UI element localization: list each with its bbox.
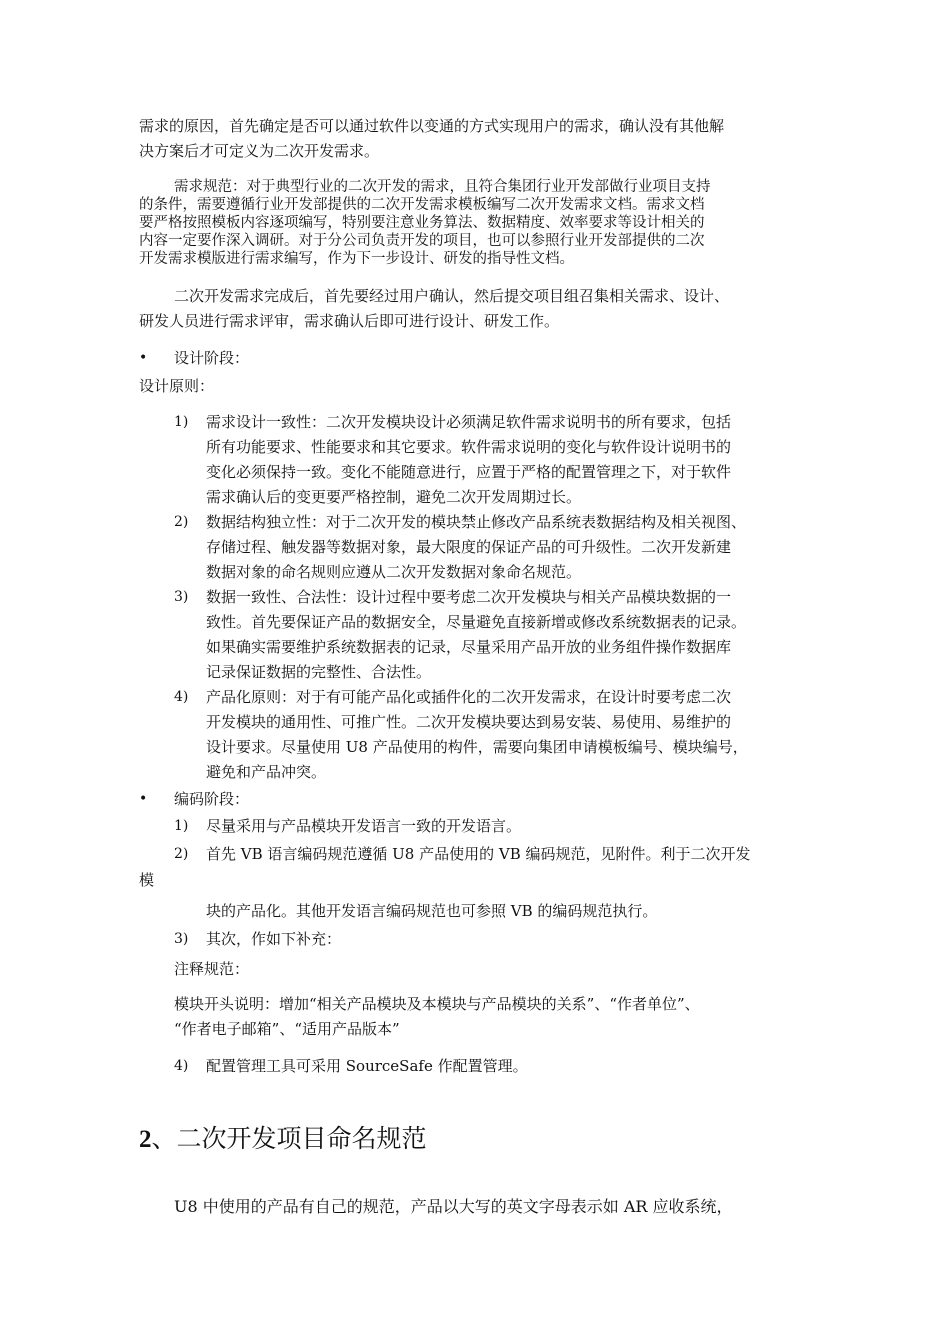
list-item-line: 避免和产品冲突。 [206, 763, 327, 781]
list-item-line: 首先 VB 语言编码规范遵循 U8 产品使用的 VB 编码规范，见附件。利于二次开发 [206, 845, 751, 863]
list-item-line: 所有功能要求、性能要求和其它要求。软件需求说明的变化与软件设计说明书的 [206, 438, 732, 456]
paragraph-line: 二次开发需求完成后，首先要经过用户确认，然后提交项目组召集相关需求、设计、 [174, 287, 730, 305]
list-number: 4) [174, 1058, 189, 1074]
list-item-line: 存储过程、触发器等数据对象，最大限度的保证产品的可升级性。二次开发新建 [206, 538, 732, 556]
paragraph-line: 需求的原因，首先确定是否可以通过软件以变通的方式实现用户的需求，确认没有其他解 [139, 117, 725, 135]
comment-spec-label: 注释规范： [174, 960, 250, 978]
list-number: 3) [174, 589, 189, 605]
list-number: 1) [174, 414, 189, 430]
section-heading [139, 1123, 427, 1156]
list-item-line: 设计要求。尽量使用 U8 产品使用的构件，需要向集团申请模板编号、模块编号， [206, 738, 748, 756]
module-header-line: “作者电子邮箱”、“适用产品版本” [174, 1020, 400, 1038]
list-item-line: 变化必须保持一致。变化不能随意进行，应置于严格的配置管理之下，对于软件 [206, 463, 732, 481]
list-item-line: 数据对象的命名规则应遵从二次开发数据对象命名规范。 [206, 563, 582, 581]
design-principles-label: 设计原则： [139, 377, 215, 395]
coding-stage-title: 编码阶段： [174, 790, 250, 808]
paragraph-line: 内容一定要作深入调研。对于分公司负责开发的项目，也可以参照行业开发部提供的二次 [139, 233, 705, 249]
list-number: 2) [174, 514, 189, 530]
list-number: 3) [174, 931, 189, 947]
paragraph-line: 开发需求模版进行需求编写，作为下一步设计、研发的指导性文档。 [139, 251, 574, 267]
section-number: 2 [139, 1126, 152, 1153]
list-item-line: 开发模块的通用性、可推广性。二次开发模块要达到易安装、易使用、易维护的 [206, 713, 732, 731]
bullet-icon: • [139, 350, 148, 366]
section-title: 、二次开发项目命名规范 [151, 1124, 427, 1153]
paragraph-line: 要严格按照模板内容逐项编写，特别要注意业务算法、数据精度、效率要求等设计相关的 [139, 215, 705, 231]
section-body-line: U8 中使用的产品有自己的规范，产品以大写的英文字母表示如 AR 应收系统， [174, 1197, 733, 1216]
list-item-line: 尽量采用与产品模块开发语言一致的开发语言。 [206, 817, 522, 835]
design-stage-title: 设计阶段： [174, 349, 250, 367]
list-item-line: 产品化原则：对于有可能产品化或插件化的二次开发需求，在设计时要考虑二次 [206, 688, 732, 706]
list-item-line: 数据结构独立性：对于二次开发的模块禁止修改产品系统表数据结构及相关视图、 [206, 513, 747, 531]
paragraph-line: 需求规范：对于典型行业的二次开发的需求，且符合集团行业开发部做行业项目支持 [174, 179, 711, 195]
list-item-line: 块的产品化。其他开发语言编码规范也可参照 VB 的编码规范执行。 [206, 902, 658, 920]
list-item-wrap: 模 [139, 871, 155, 889]
list-item-line: 配置管理工具可采用 SourceSafe 作配置管理。 [206, 1057, 528, 1075]
paragraph-line: 决方案后才可定义为二次开发需求。 [139, 142, 380, 160]
bullet-icon: • [139, 791, 148, 807]
paragraph-line: 研发人员进行需求评审，需求确认后即可进行设计、研发工作。 [139, 312, 560, 330]
module-header-line: 模块开头说明：增加“相关产品模块及本模块与产品模块的关系”、“作者单位”、 [174, 995, 700, 1013]
list-item-line: 记录保证数据的完整性、合法性。 [206, 663, 432, 681]
list-item-line: 致性。首先要保证产品的数据安全，尽量避免直接新增或修改系统数据表的记录。 [206, 613, 747, 631]
list-item-line: 需求设计一致性：二次开发模块设计必须满足软件需求说明书的所有要求，包括 [206, 413, 732, 431]
list-item-line: 其次，作如下补充： [206, 930, 342, 948]
list-number: 2) [174, 846, 189, 862]
list-item-line: 需求确认后的变更要严格控制，避免二次开发周期过长。 [206, 488, 582, 506]
list-item-line: 数据一致性、合法性：设计过程中要考虑二次开发模块与相关产品模块数据的一 [206, 588, 732, 606]
list-number: 4) [174, 689, 189, 705]
list-item-line: 如果确实需要维护系统数据表的记录，尽量采用产品开放的业务组件操作数据库 [206, 638, 732, 656]
paragraph-line: 的条件，需要遵循行业开发部提供的二次开发需求模板编写二次开发需求文档。需求文档 [139, 197, 705, 213]
list-number: 1) [174, 818, 189, 834]
